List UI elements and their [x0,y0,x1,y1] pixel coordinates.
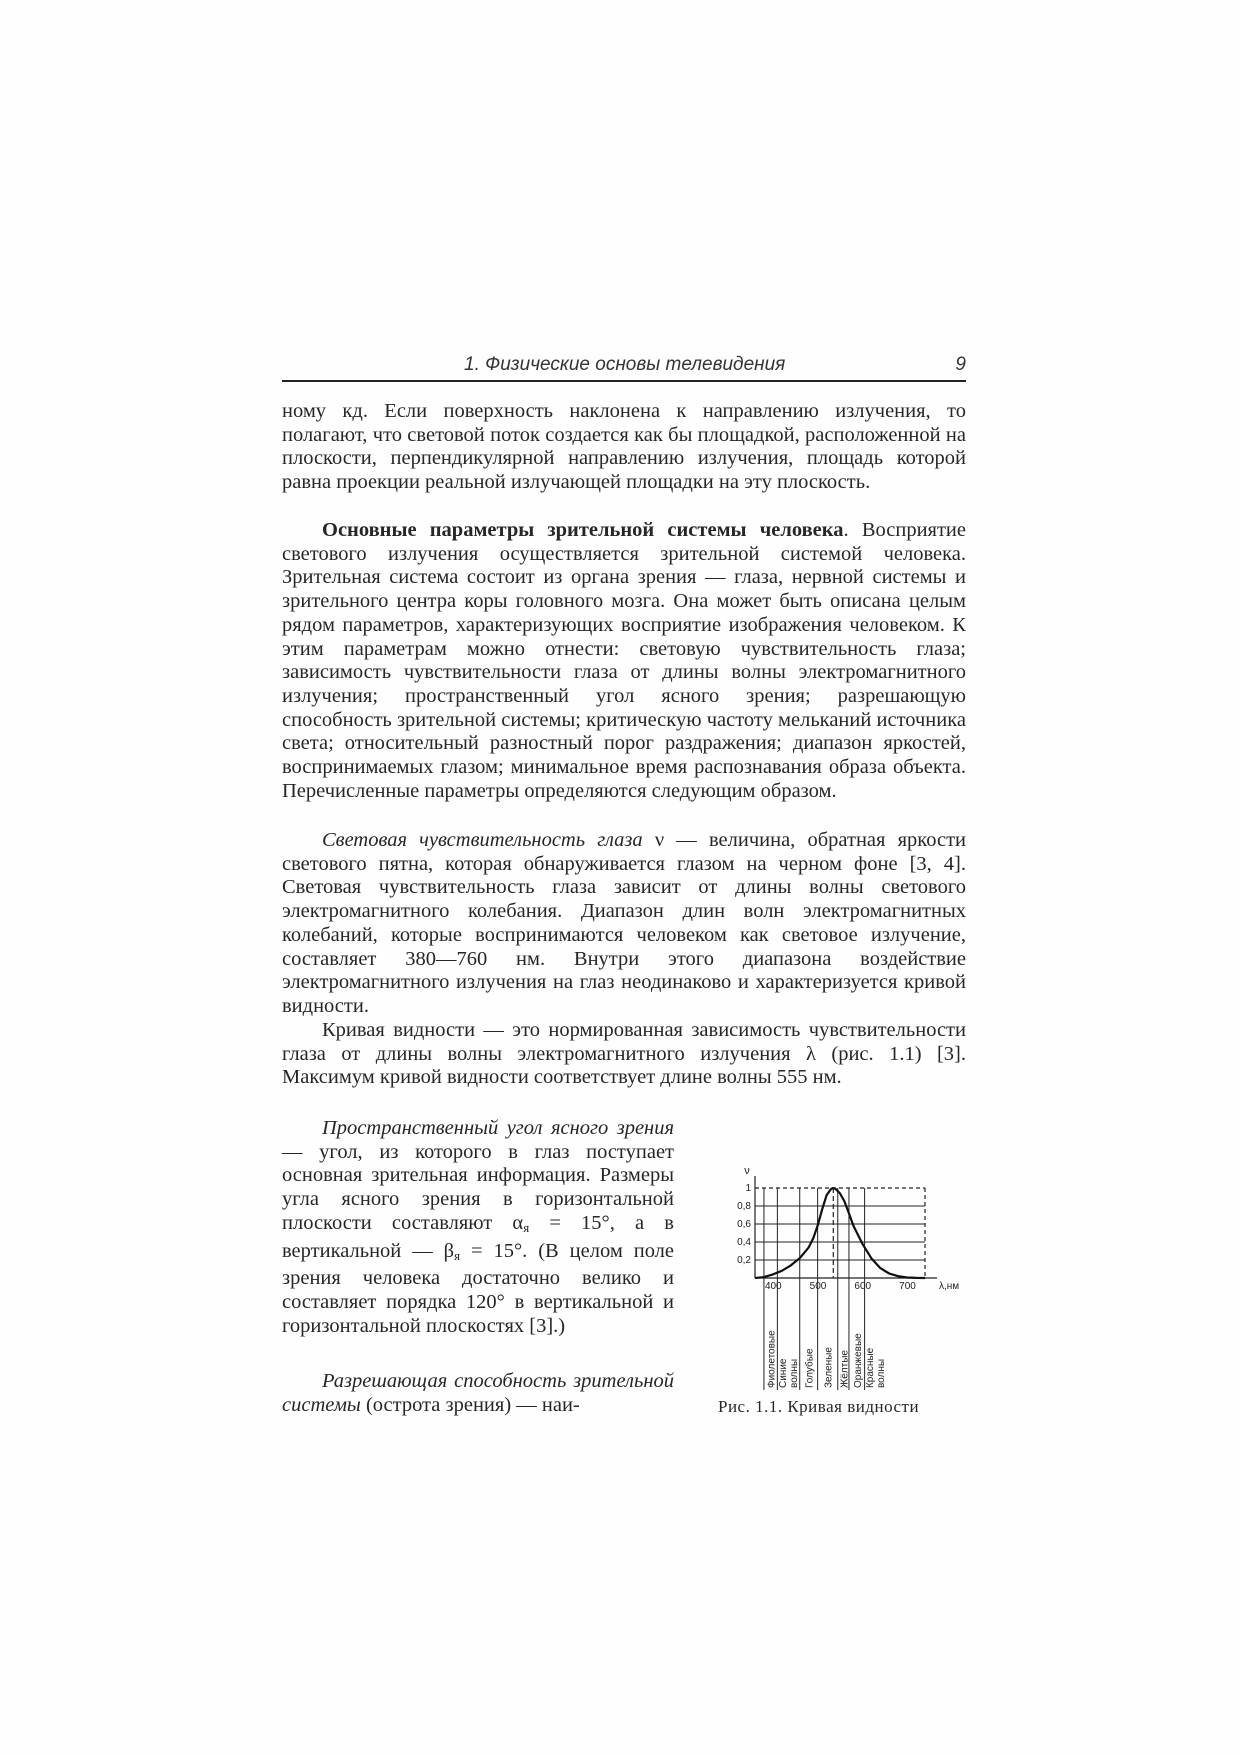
band-label: Голубые [804,1348,816,1388]
band-label: Оранжевые [852,1333,864,1388]
term-light-sensitivity: Световая чувствительность глаза [322,829,643,851]
chapter-title: 1. Физические основы телевидения [464,354,786,375]
y-tick-label: 0,2 [737,1255,751,1266]
term-resolution: Разрешающая способность зрительной системы [282,1370,674,1416]
paragraph-6: Разрешающая способность зрительной системы (острота зрения) — наи- [282,1370,674,1416]
running-header [282,350,966,382]
paragraph-4: Кривая видности — это нормированная зависимость чувствительности глаза от длины волны электромагнитного излучения λ (рис. 1.1) [3]. Максимум кривой видности соответствует длине волны 555 нм. [282,1019,966,1089]
paragraph-5: Пространственный угол ясного зрения — угол, из которого в глаз поступает основная зрительная информация. Размеры угла ясного зрения в горизонтальной плоскости составляют $\alpha_я = 15^\circ$, а в вертикальной — $\beta_я = 15^\circ$. (В целом поле зрения человека достаточно велико и составляет порядка 120° в вертикальной и горизонтальной плоскостях [3].) [282,1117,674,1337]
band-label: Жёлтые [839,1350,851,1388]
band-label: Синие [777,1358,789,1388]
visibility-curve-line [755,1188,925,1278]
y-tick-label: 0,8 [737,1201,751,1212]
band-label: Фиолетовые [766,1330,778,1388]
term-visual-system: Основные параметры зрительной системы человека [322,519,844,541]
page-number: 9 [955,354,966,375]
y-axis-label: ν [744,1165,750,1177]
x-tick-label: 400 [764,1281,782,1292]
paragraph-1: ному кд. Если поверхность наклонена к направлению излучения, то полагают, что световой поток создается как бы площадкой, расположенной на плоскости, перпендикулярной направлению излучения, площадь которой равна проекции реальной излучающей площадки на эту плоскость. [282,400,966,494]
x-tick-label: 600 [854,1281,872,1292]
band-label: Красные [865,1347,877,1388]
band-label: Зеленые [823,1347,835,1388]
x-axis-label: λ,нм [939,1281,960,1292]
x-tick-label: 700 [899,1281,916,1292]
x-tick-label: 500 [809,1281,827,1292]
visibility-curve-figure [700,1158,980,1418]
term-clear-vision-angle: Пространственный угол ясного зрения [322,1117,674,1139]
paragraph-2: Основные параметры зрительной системы человека. Восприятие светового излучения осуществляется зрительной системой человека. Зрительная система состоит из органа зрения — глаза, нервной системы и зрительного центра коры головного мозга. Она может быть описана целым рядом параметров, характеризующих восприятие изображения человеком. К этим параметрам можно отнести: световую чувствительность глаза; зависимость чувствительности глаза от длины волны электромагнитного излучения; пространственный угол ясного зрения; разрешающую способность зрительной системы; критическую частоту мельканий источника света; относительный разностный порог раздражения; диапазон яркостей, воспринимаемых глазом; минимальное время распознавания образа объекта. Перечисленные параметры определяются следующим образом. [282,519,966,802]
band-label: волны [788,1358,800,1388]
figure-caption: Рис. 1.1. Кривая видности [718,1397,920,1416]
y-tick-label: 0,4 [737,1237,751,1248]
paragraph-3: Световая чувствительность глаза ν — величина, обратная яркости светового пятна, которая обнаруживается глазом на черном фоне [3, 4]. Световая чувствительность глаза зависит от длины волны светового электромагнитного колебания. Диапазон длин волн электромагнитных колебаний, которые воспринимаются человеком как световое излучение, составляет 380—760 нм. Внутри этого диапазона воздействие электромагнитного излучения на глаз неодинаково и характеризуется кривой видности. [282,829,967,1017]
y-tick-label: 0,6 [737,1219,751,1230]
band-label: волны [876,1358,888,1388]
visibility-curve-chart [700,1158,980,1398]
y-tick-label: 1 [745,1183,751,1194]
